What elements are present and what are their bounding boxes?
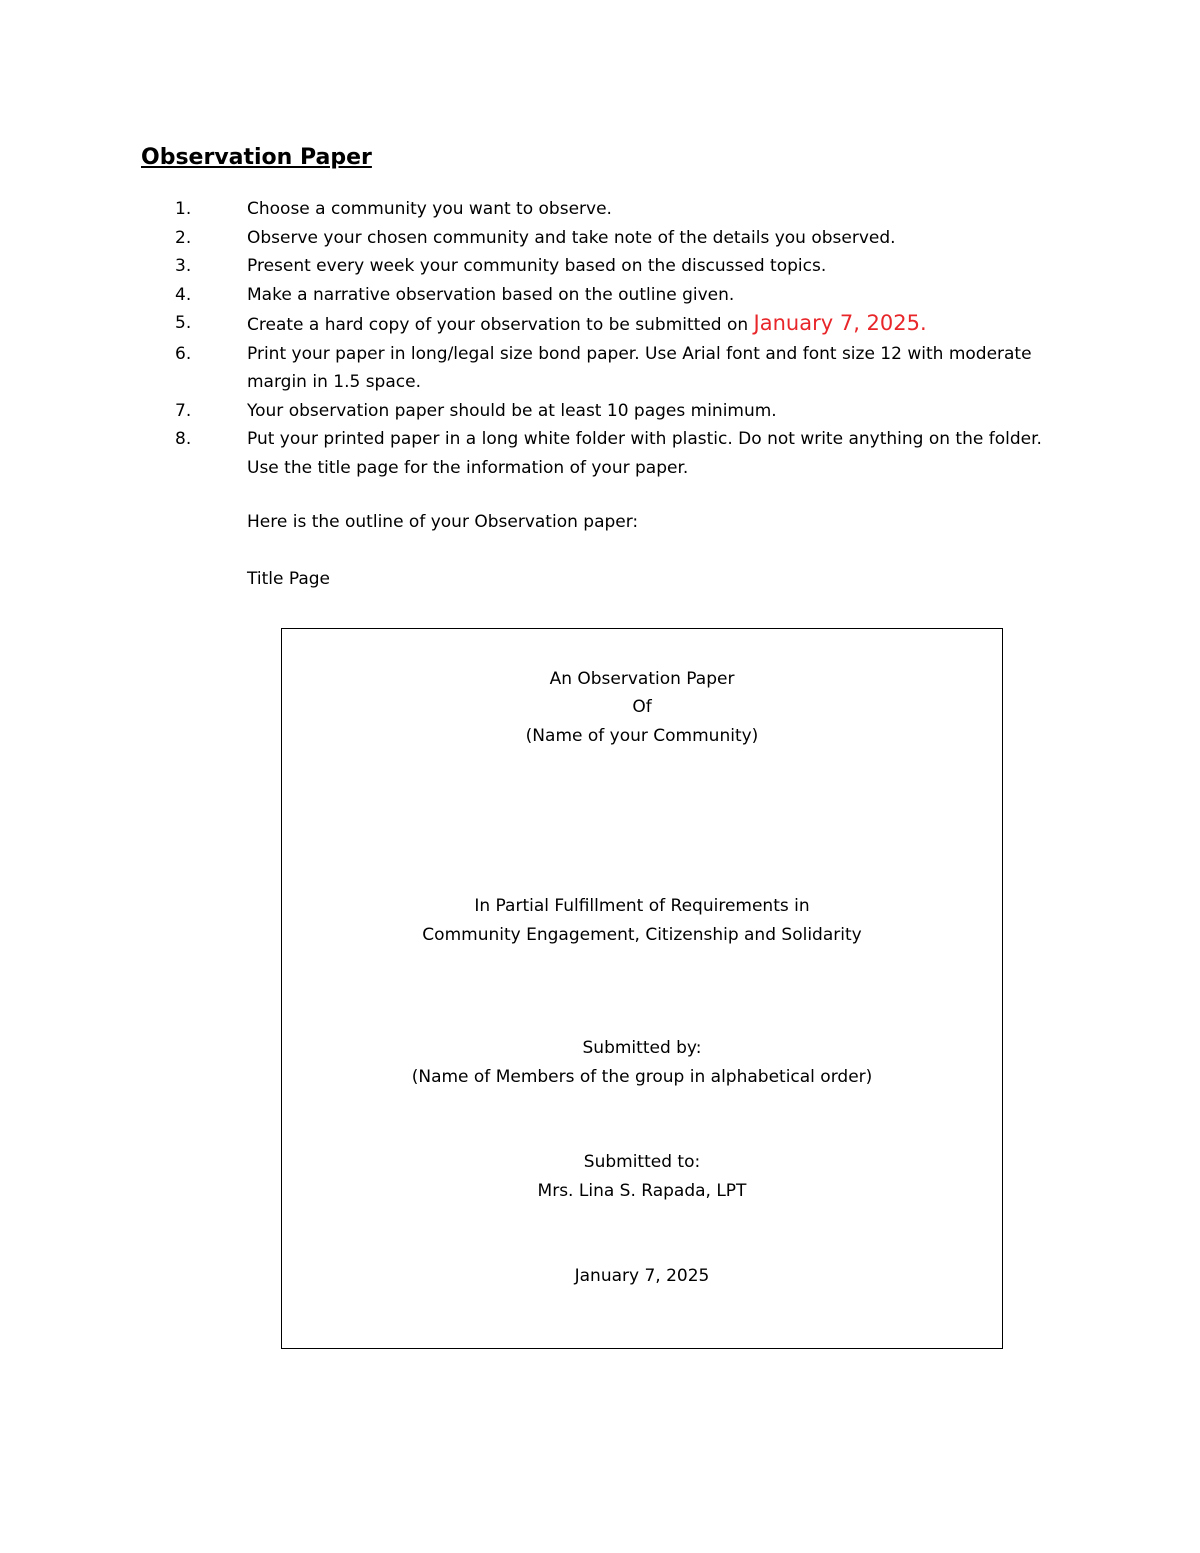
list-text: Present every week your community based on the discussed topics. xyxy=(247,256,827,276)
list-text: Create a hard copy of your observation to be submitted on xyxy=(247,315,754,335)
title-page-sample xyxy=(281,628,1003,1349)
list-item xyxy=(0,340,1200,397)
fulfillment-line: In Partial Fulfillment of Requirements in xyxy=(474,896,810,916)
list-number: 3. xyxy=(175,256,192,276)
list-item xyxy=(0,397,1200,426)
deadline-highlight: January 7, 2025. xyxy=(753,311,927,335)
list-number: 5. xyxy=(175,313,192,333)
title-page-line: (Name of your Community) xyxy=(525,726,759,746)
instruction-list xyxy=(0,195,1200,482)
list-item xyxy=(0,224,1200,253)
outline-section-label: Title Page xyxy=(247,569,330,589)
submitted-to-label: Submitted to: xyxy=(583,1152,701,1172)
submitted-by-label: Submitted by: xyxy=(582,1038,702,1058)
list-number: 2. xyxy=(175,227,192,248)
list-text-with-deadline xyxy=(247,309,1067,340)
list-text: Choose a community you want to observe. xyxy=(247,199,612,219)
title-page-line: An Observation Paper xyxy=(549,669,735,689)
list-number: 7. xyxy=(175,400,192,421)
list-text: Your observation paper should be at least 10 pages minimum. xyxy=(247,400,777,421)
list-number: 4. xyxy=(175,284,192,305)
list-item xyxy=(0,281,1200,310)
submitted-to-value: Mrs. Lina S. Rapada, LPT xyxy=(537,1181,747,1201)
document-title: Observation Paper xyxy=(141,145,372,170)
list-item xyxy=(0,309,1200,340)
list-item xyxy=(0,195,1200,224)
list-item xyxy=(0,425,1200,482)
list-number: 8. xyxy=(175,429,192,449)
list-text: Put your printed paper in a long white folder with plastic. Do not write anything on the folder. Use the title page for the information of your paper. xyxy=(247,429,1042,478)
outline-intro: Here is the outline of your Observation paper: xyxy=(247,512,639,532)
submitted-by-value: (Name of Members of the group in alphabetical order) xyxy=(411,1067,873,1087)
title-page-date: January 7, 2025 xyxy=(574,1266,710,1286)
list-number: 6. xyxy=(175,343,192,364)
list-item xyxy=(0,252,1200,281)
list-number: 1. xyxy=(175,199,192,219)
title-page-line: Of xyxy=(632,697,652,717)
list-text: Print your paper in long/legal size bond paper. Use Arial font and font size 12 with moderate margin in 1.5 space. xyxy=(247,343,1032,392)
list-text: Observe your chosen community and take note of the details you observed. xyxy=(247,227,896,248)
fulfillment-line: Community Engagement, Citizenship and Solidarity xyxy=(422,925,862,945)
list-text: Make a narrative observation based on the outline given. xyxy=(247,284,735,305)
